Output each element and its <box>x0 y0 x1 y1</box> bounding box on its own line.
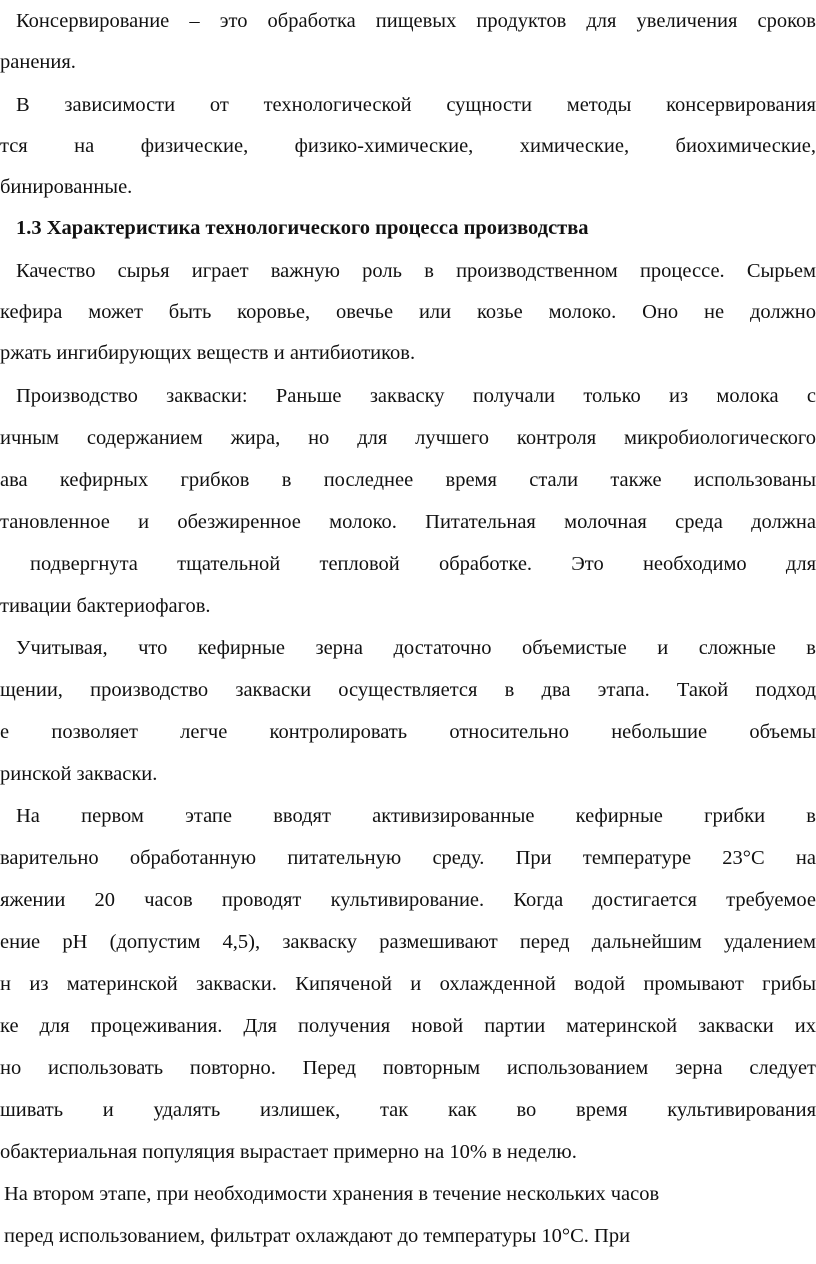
text-line: ринской закваски. <box>0 763 158 785</box>
text-line: ржать ингибирующих веществ и антибиотиков. <box>0 342 416 364</box>
text-line: перед использованием, фильтрат охлаждают до температуры 10°С. При <box>4 1225 631 1247</box>
text-line: ранения. <box>0 51 76 73</box>
text-line: щении, производство закваски осуществляется в два этапа. Такой подход <box>0 679 816 701</box>
text-line: кефира может быть коровье, овечье или козье молоко. Оно не должно <box>0 301 816 323</box>
text-line: Консервирование – это обработка пищевых продуктов для увеличения сроков <box>16 10 816 32</box>
text-line: ичным содержанием жира, но для лучшего контроля микробиологического <box>0 427 816 449</box>
text-line: е позволяет легче контролировать относительно небольшие объемы <box>0 721 816 743</box>
text-line: ке для процеживания. Для получения новой партии материнской закваски их <box>0 1015 816 1037</box>
text-line: На втором этапе, при необходимости хранения в течение нескольких часов <box>4 1183 660 1205</box>
text-line: но использовать повторно. Перед повторным использованием зерна следует <box>0 1057 816 1079</box>
text-line: Производство закваски: Раньше закваску получали только из молока с <box>16 385 816 407</box>
text-line: подвергнута тщательной тепловой обработке. Это необходимо для <box>30 553 816 575</box>
text-line: шивать и удалять излишек, так как во время культивирования <box>0 1099 816 1121</box>
text-line: ение pH (допустим 4,5), закваску размешивают перед дальнейшим удалением <box>0 931 816 953</box>
text-line: варительно обработанную питательную среду. При температуре 23°С на <box>0 847 816 869</box>
text-line: Качество сырья играет важную роль в производственном процессе. Сырьем <box>16 260 816 282</box>
text-line: тивации бактериофагов. <box>0 595 211 617</box>
section-heading: 1.3 Характеристика технологического процесса производства <box>16 217 589 239</box>
text-line: обактериальная популяция вырастает примерно на 10% в неделю. <box>0 1141 577 1163</box>
text-line: На первом этапе вводят активизированные кефирные грибки в <box>16 805 816 827</box>
text-line: тся на физические, физико-химические, химические, биохимические, <box>0 135 816 157</box>
text-line: тановленное и обезжиренное молоко. Питательная молочная среда должна <box>0 511 816 533</box>
text-line: Учитывая, что кефирные зерна достаточно объемистые и сложные в <box>16 637 816 659</box>
text-line: бинированные. <box>0 176 133 198</box>
text-line: В зависимости от технологической сущности методы консервирования <box>16 94 816 116</box>
text-line: ава кефирных грибков в последнее время стали также использованы <box>0 469 816 491</box>
text-line: яжении 20 часов проводят культивирование. Когда достигается требуемое <box>0 889 816 911</box>
text-line: н из материнской закваски. Кипяченой и охлажденной водой промывают грибы <box>0 973 816 995</box>
